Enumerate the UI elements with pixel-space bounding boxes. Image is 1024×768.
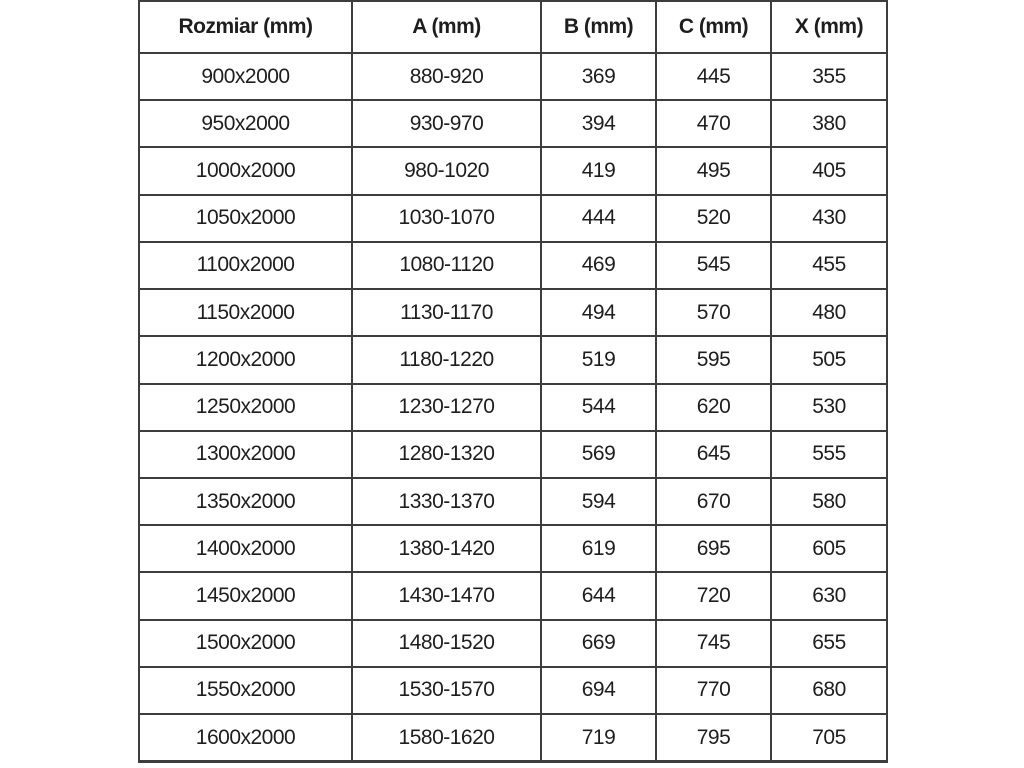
table-cell: 719 bbox=[541, 714, 656, 761]
column-header-c: C (mm) bbox=[656, 1, 771, 53]
table-cell: 580 bbox=[771, 478, 887, 525]
table-cell: 670 bbox=[656, 478, 771, 525]
column-header-b: B (mm) bbox=[541, 1, 656, 53]
table-row bbox=[139, 242, 887, 289]
table-cell: 1480-1520 bbox=[352, 620, 541, 667]
table-cell: 1200x2000 bbox=[139, 336, 352, 383]
table-row bbox=[139, 431, 887, 478]
table-cell: 1300x2000 bbox=[139, 431, 352, 478]
table-cell: 1330-1370 bbox=[352, 478, 541, 525]
table-cell: 1600x2000 bbox=[139, 714, 352, 761]
table-cell: 380 bbox=[771, 100, 887, 147]
table-row bbox=[139, 620, 887, 667]
table-cell: 470 bbox=[656, 100, 771, 147]
table-cell: 1100x2000 bbox=[139, 242, 352, 289]
table-cell: 419 bbox=[541, 147, 656, 194]
table-cell: 455 bbox=[771, 242, 887, 289]
table-cell: 1030-1070 bbox=[352, 195, 541, 242]
size-spec-table-container bbox=[138, 0, 886, 763]
table-cell: 1500x2000 bbox=[139, 620, 352, 667]
column-header-a: A (mm) bbox=[352, 1, 541, 53]
table-cell: 655 bbox=[771, 620, 887, 667]
table-cell: 930-970 bbox=[352, 100, 541, 147]
table-cell: 680 bbox=[771, 667, 887, 714]
table-cell: 1400x2000 bbox=[139, 525, 352, 572]
table-cell: 1000x2000 bbox=[139, 147, 352, 194]
table-row bbox=[139, 572, 887, 619]
table-cell: 980-1020 bbox=[352, 147, 541, 194]
table-cell: 695 bbox=[656, 525, 771, 572]
table-cell: 1150x2000 bbox=[139, 289, 352, 336]
table-cell: 1180-1220 bbox=[352, 336, 541, 383]
table-cell: 1050x2000 bbox=[139, 195, 352, 242]
table-cell: 900x2000 bbox=[139, 53, 352, 100]
table-cell: 795 bbox=[656, 714, 771, 761]
table-cell: 950x2000 bbox=[139, 100, 352, 147]
table-cell: 880-920 bbox=[352, 53, 541, 100]
table-cell: 745 bbox=[656, 620, 771, 667]
table-cell: 530 bbox=[771, 384, 887, 431]
table-cell: 570 bbox=[656, 289, 771, 336]
table-cell: 544 bbox=[541, 384, 656, 431]
table-cell: 430 bbox=[771, 195, 887, 242]
table-row bbox=[139, 147, 887, 194]
table-row bbox=[139, 336, 887, 383]
table-cell: 595 bbox=[656, 336, 771, 383]
table-cell: 645 bbox=[656, 431, 771, 478]
table-cell: 495 bbox=[656, 147, 771, 194]
table-cell: 445 bbox=[656, 53, 771, 100]
table-row bbox=[139, 384, 887, 431]
table-cell: 355 bbox=[771, 53, 887, 100]
table-cell: 669 bbox=[541, 620, 656, 667]
table-cell: 505 bbox=[771, 336, 887, 383]
table-cell: 694 bbox=[541, 667, 656, 714]
table-cell: 1230-1270 bbox=[352, 384, 541, 431]
table-cell: 720 bbox=[656, 572, 771, 619]
table-row bbox=[139, 289, 887, 336]
table-cell: 1280-1320 bbox=[352, 431, 541, 478]
table-row bbox=[139, 525, 887, 572]
table-cell: 1580-1620 bbox=[352, 714, 541, 761]
table-row bbox=[139, 53, 887, 100]
table-cell: 594 bbox=[541, 478, 656, 525]
table-cell: 545 bbox=[656, 242, 771, 289]
table-cell: 705 bbox=[771, 714, 887, 761]
table-cell: 1450x2000 bbox=[139, 572, 352, 619]
table-cell: 1530-1570 bbox=[352, 667, 541, 714]
table-cell: 469 bbox=[541, 242, 656, 289]
table-cell: 494 bbox=[541, 289, 656, 336]
size-spec-table bbox=[138, 0, 888, 763]
table-cell: 555 bbox=[771, 431, 887, 478]
table-cell: 520 bbox=[656, 195, 771, 242]
table-row bbox=[139, 667, 887, 714]
table-cell: 1250x2000 bbox=[139, 384, 352, 431]
table-cell: 519 bbox=[541, 336, 656, 383]
table-cell: 405 bbox=[771, 147, 887, 194]
table-cell: 444 bbox=[541, 195, 656, 242]
column-header-rozmiar: Rozmiar (mm) bbox=[139, 1, 352, 53]
table-cell: 1080-1120 bbox=[352, 242, 541, 289]
table-cell: 620 bbox=[656, 384, 771, 431]
table-cell: 1350x2000 bbox=[139, 478, 352, 525]
table-cell: 1130-1170 bbox=[352, 289, 541, 336]
table-row bbox=[139, 195, 887, 242]
table-header-row bbox=[139, 1, 887, 53]
table-cell: 369 bbox=[541, 53, 656, 100]
table-cell: 630 bbox=[771, 572, 887, 619]
table-cell: 569 bbox=[541, 431, 656, 478]
table-row bbox=[139, 478, 887, 525]
table-cell: 1430-1470 bbox=[352, 572, 541, 619]
table-cell: 644 bbox=[541, 572, 656, 619]
table-cell: 394 bbox=[541, 100, 656, 147]
table-cell: 619 bbox=[541, 525, 656, 572]
table-cell: 605 bbox=[771, 525, 887, 572]
table-cell: 770 bbox=[656, 667, 771, 714]
column-header-x: X (mm) bbox=[771, 1, 887, 53]
table-header bbox=[139, 1, 887, 53]
table-cell: 1380-1420 bbox=[352, 525, 541, 572]
table-cell: 1550x2000 bbox=[139, 667, 352, 714]
table-row bbox=[139, 714, 887, 761]
table-body bbox=[139, 53, 887, 762]
table-row bbox=[139, 100, 887, 147]
table-cell: 480 bbox=[771, 289, 887, 336]
